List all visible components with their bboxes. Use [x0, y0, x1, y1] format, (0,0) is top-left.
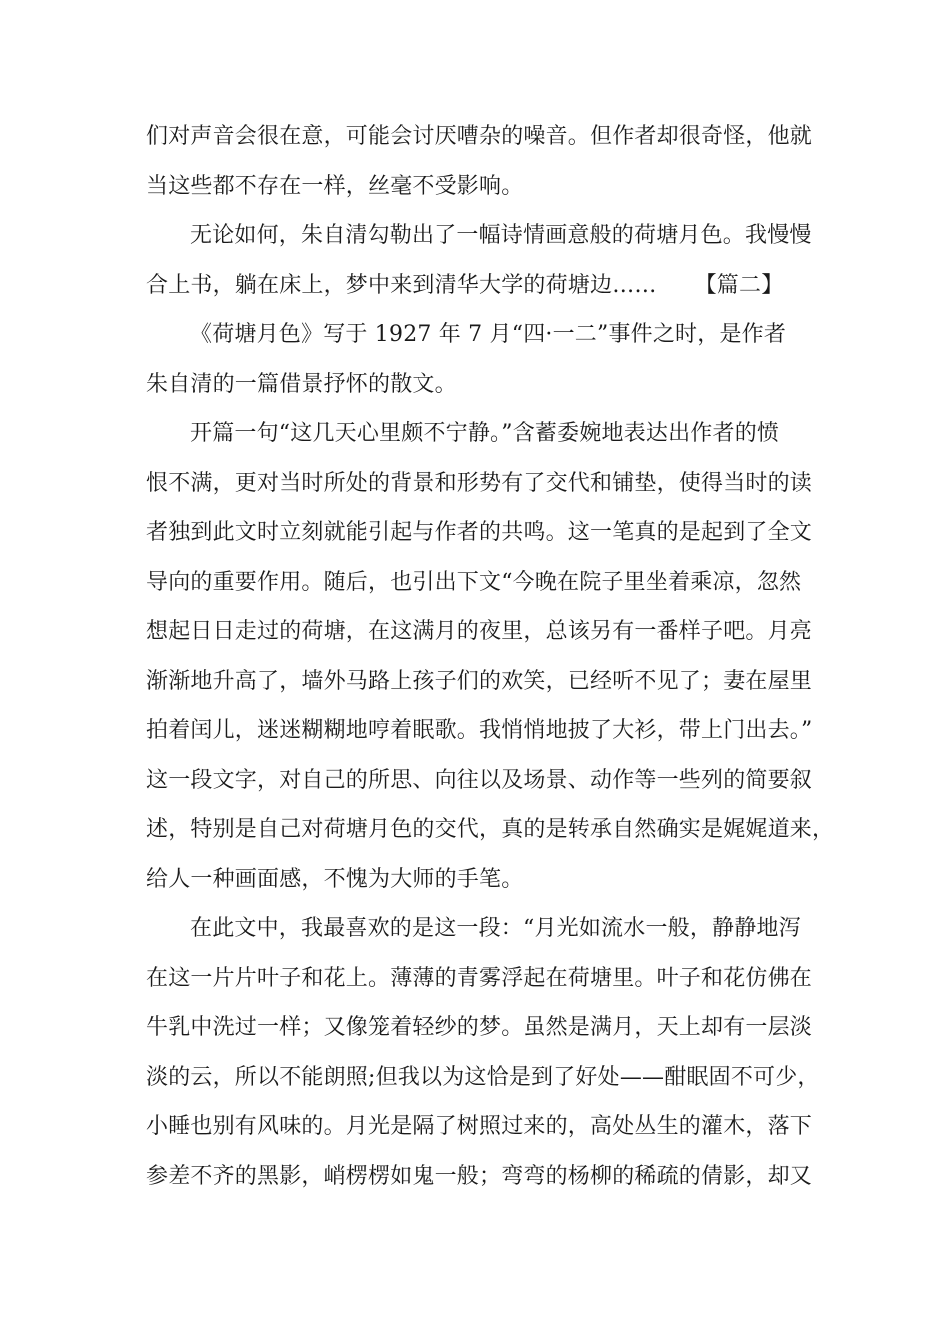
text-line	[146, 112, 826, 162]
text-line-content: 合上书，躺在床上，梦中来到清华大学的荷塘边……	[146, 272, 657, 298]
text-line	[146, 1053, 826, 1103]
text-line-content: 者独到此文时立刻就能引起与作者的共鸣。这一笔真的是起到了全文	[146, 520, 813, 545]
text-line-content: 恨不满，更对当时所处的背景和形势有了交代和铺垫，使得当时的读	[146, 470, 813, 496]
text-line-content: 淡的云，所以不能朗照;但我以为这恰是到了好处——酣眠固不可少，	[146, 1064, 820, 1090]
text-line-content: 无论如何，朱自清勾勒出了一幅诗情画意般的荷塘月色。我慢慢	[190, 223, 812, 248]
text-line	[146, 459, 826, 509]
text-line-content: 朱自清的一篇借景抒怀的散文。	[146, 371, 457, 397]
text-line-content: 小睡也别有风味的。月光是隔了树照过来的，高处丛生的灌木，落下	[146, 1114, 813, 1139]
text-line-content: 想起日日走过的荷塘，在这满月的夜里，总该另有一番样子吧。月亮	[146, 619, 813, 644]
text-line	[146, 657, 826, 707]
text-line-content: 参差不齐的黑影，峭楞楞如鬼一般；弯弯的杨柳的稀疏的倩影，却又	[146, 1163, 813, 1189]
text-line	[146, 954, 826, 1004]
text-line	[146, 756, 826, 806]
text-line-content: 述，特别是自己对荷塘月色的交代，真的是转承自然确实是娓娓道来，	[146, 817, 835, 842]
text-line-content: 当这些都不存在一样，丝毫不受影响。	[146, 173, 524, 199]
text-line	[146, 211, 826, 261]
text-line-content: 拍着闰儿，迷迷糊糊地哼着眠歌。我悄悄地披了大衫，带上门出去。”	[146, 718, 813, 743]
text-line	[146, 261, 826, 311]
text-line-content: 渐渐地升高了，墙外马路上孩子们的欢笑，已经听不见了；妻在屋里	[146, 668, 813, 694]
text-line	[146, 607, 826, 657]
text-line	[146, 1152, 826, 1202]
text-line	[146, 310, 826, 360]
text-line-content: 导向的重要作用。随后，也引出下文“今晚在院子里坐着乘凉，忽然	[146, 569, 802, 595]
text-line	[146, 508, 826, 558]
text-line	[146, 558, 826, 608]
text-line	[146, 855, 826, 905]
text-line-content: 《荷塘月色》写于 1927 年 7 月“四·一二”事件之时，是作者	[190, 322, 787, 347]
text-line-content: 们对声音会很在意，可能会讨厌嘈杂的噪音。但作者却很奇怪，他就	[146, 124, 813, 149]
text-line	[146, 1102, 826, 1152]
text-line	[146, 706, 826, 756]
text-line-content: 开篇一句“这几天心里颇不宁静。”含蓄委婉地表达出作者的愤	[190, 421, 780, 446]
text-line	[146, 162, 826, 212]
text-line-content: 在这一片片叶子和花上。薄薄的青雾浮起在荷塘里。叶子和花仿佛在	[146, 965, 813, 991]
text-line-content: 在此文中，我最喜欢的是这一段：“月光如流水一般，静静地泻	[190, 916, 801, 941]
document-body	[146, 112, 835, 1201]
text-line	[146, 409, 826, 459]
text-line-content: 牛乳中洗过一样；又像笼着轻纱的梦。虽然是满月，天上却有一层淡	[146, 1015, 813, 1040]
text-line-content: 这一段文字，对自己的所思、向往以及场景、动作等一些列的简要叙	[146, 767, 813, 793]
text-line	[146, 805, 835, 855]
text-line	[146, 904, 826, 954]
text-line-content: 给人一种画面感，不愧为大师的手笔。	[146, 866, 524, 892]
text-line	[146, 360, 826, 410]
section-heading: 【篇二】	[694, 272, 784, 298]
text-line	[146, 1003, 826, 1053]
